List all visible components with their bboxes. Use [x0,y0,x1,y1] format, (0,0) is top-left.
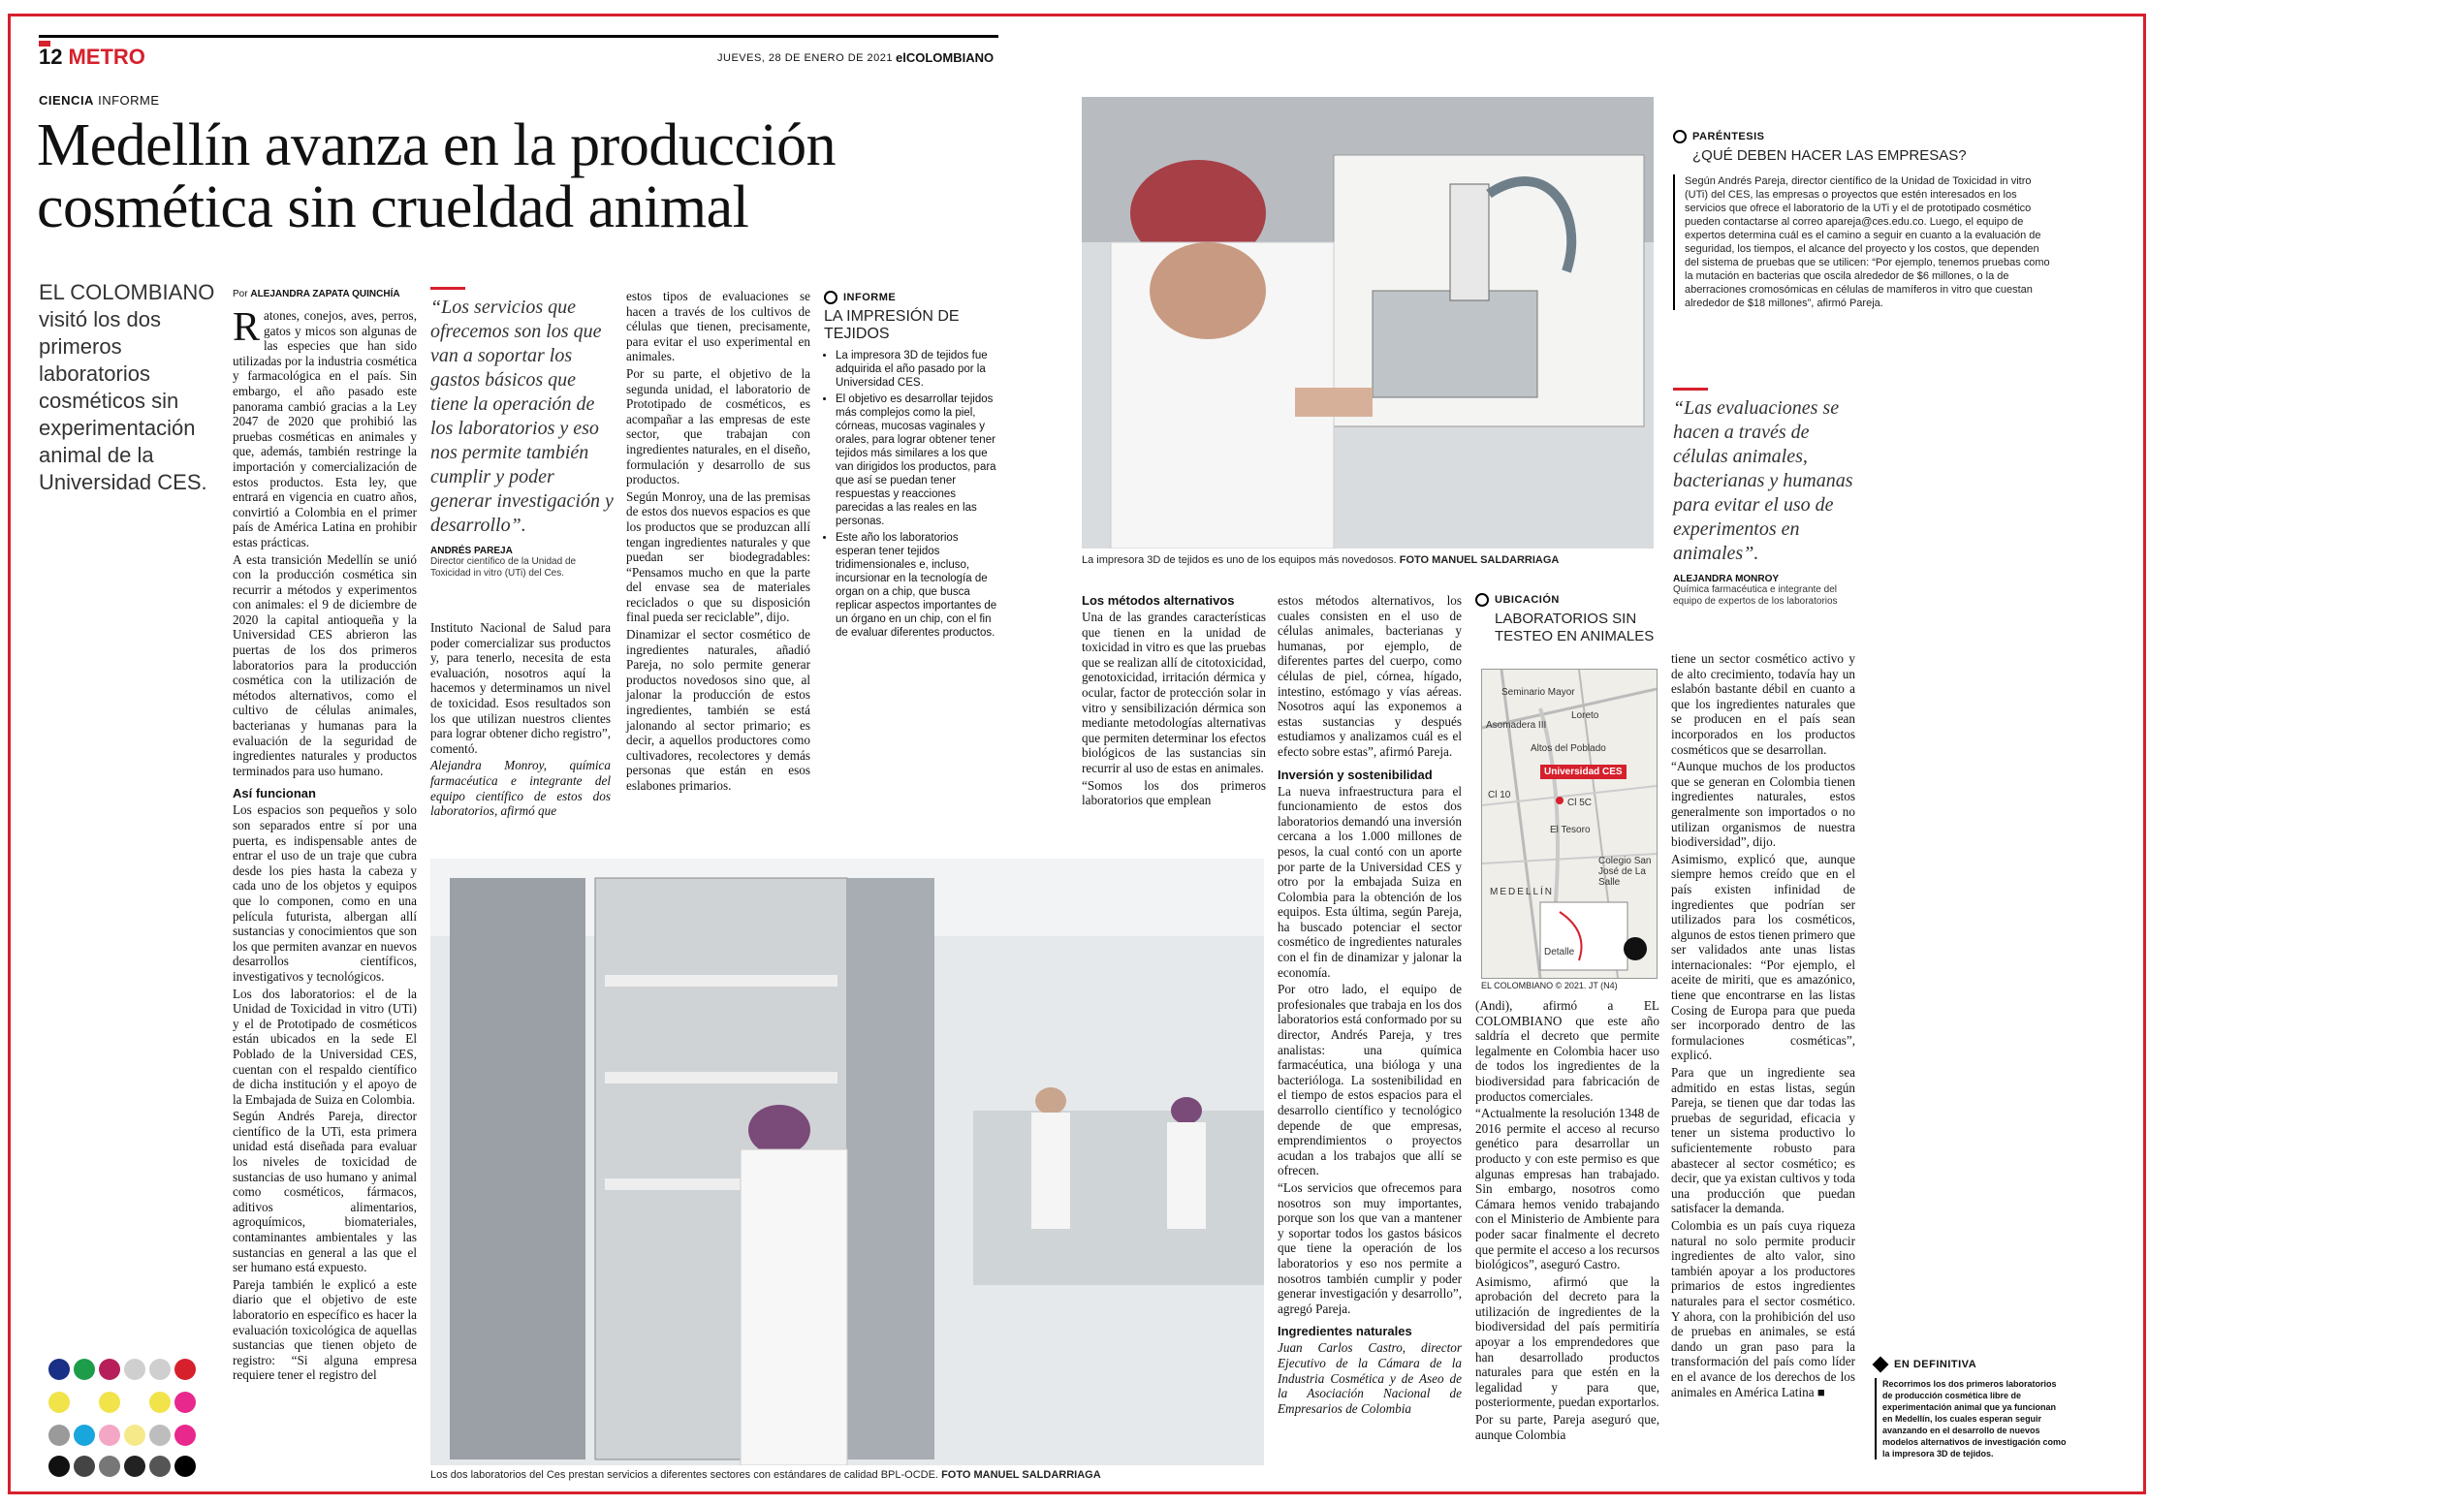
swatch [149,1425,171,1446]
swatch [74,1359,95,1380]
en-definitiva-kicker [1875,1359,2069,1370]
parentesis-kicker [1673,130,2051,143]
column-7 [1475,998,1659,1444]
swatch [99,1425,120,1446]
map-label: Colegio San José de La Salle [1598,856,1652,888]
quote-author: ALEJANDRA MONROY [1673,574,1780,584]
swatch [149,1392,171,1413]
parentesis-box [1673,130,2051,310]
location-icon [1475,593,1489,607]
deck: EL COLOMBIANO visitó los dos primeros laboratorios cosméticos sin experimentación animal de la Universidad CES. [39,280,215,494]
map-credit: EL COLOMBIANO © 2021. JT (N4) [1481,981,1618,990]
informe-kicker [824,291,998,304]
paragraph: Por otro lado, el equipo de profesionales que trabaja en los dos laboratorios está conformado por su director, Andrés Pareja, y tres analistas: una química farmacéutica, una bióloga y una bacterióloga. La sostenibilidad en el tiempo de estos espacios para el desarrollo científico y tecnológico depende de que empresas, emprendimientos o proyectos acudan a los trabajos que allí se ofrecen. [1278,982,1462,1178]
swatch [74,1456,95,1477]
swatch [99,1392,120,1413]
column-2 [430,620,611,821]
swatch [149,1456,171,1477]
parentesis-text: Según Andrés Pareja, director científico de la Unidad de Toxicidad in vitro (UTi) del CES, las empresas o proyectos que estén interesados en los servicios que ofrece el laboratorio de la UTi y el de prototipado cosmético pueden contactarse al correo apareja@ces.edu.co. Luego, el equipo de expertos determina cuál es el camino a seguir en cuanto a la evaluación de seguridad, los tiempos, el alcance del proyecto y los costos, que dependen del sistema de pruebas que se utilicen: “Por ejemplo, tenemos pruebas como la mutación en bacterias que oscila alrededor de $6 millones, o la de aberraciones cromosómicas en células de mamíferos in vitro que cuestan alrededor de $18 millones”, afirmó Pareja. [1673,174,2051,310]
subhead: Ingredientes naturales [1278,1324,1412,1339]
subhead: Inversión y sostenibilidad [1278,767,1433,782]
informe-box [824,291,998,643]
map-label: Asomadera III [1486,720,1547,731]
photo-credit: FOTO MANUEL SALDARRIAGA [1399,554,1560,566]
byline [233,289,400,299]
informe-title: LA IMPRESIÓN DE TEJIDOS [824,308,960,342]
column-3 [626,289,810,796]
subhead: Los métodos alternativos [1082,593,1235,608]
swatch [48,1425,70,1446]
paper-name: elCOLOMBIANO [896,50,995,65]
paragraph: Instituto Nacional de Salud para poder comercializar sus productos y, para tenerlo, necesita de esta evaluación, nosotros aquí la hacemos y determinamos un nivel de toxicidad. Esos resultados son los que utilizan nuestros clientes para lograr obtener dicho registro”, comentó. [430,620,611,756]
paragraph-text: atones, conejos, aves, perros, gatos y micos son algunas de las especies que han sido utilizadas por la industria cosmética y farmacológica en el país. Sin embargo, el año pasado este panorama cambió gracias a la Ley 2047 de 2020 que prohibió las pruebas cosméticas en animales y que, además, también restringe la importación y comercialización de estos productos. Esta ley, que entrará en vigencia en cuatro años, convirtió a Colombia en el primer país de América Latina en prohibir estas prácticas. [233,308,417,549]
paragraph: (Andi), afirmó a EL COLOMBIANO que este año saldría el decreto que permite legalmente en Colombia hacer uso de todos los ingredientes de la biodiversidad para fabricación de productos comerciales. [1475,998,1659,1104]
paragraph: Una de las grandes características que tienen en la unidad de toxicidad in vitro es que las pruebas que se realizan allí de citotoxicidad, genotoxicidad, irritación dérmica y ocular, factor de protección solar in vitro y sensibilización dérmica son mediante metodologías alternativas que permiten determinar los efectos biológicos de las sustancias sin recurrir al uso de estas en animales. [1082,610,1266,775]
paragraph: “Somos los dos primeros laboratorios que emplean [1082,777,1266,808]
info-icon [824,291,837,304]
map-label: Altos del Poblado [1531,743,1606,754]
swatch [174,1359,196,1380]
paragraph: Pareja también le explicó a este diario que el objetivo de este laboratorio en específico es hacer la evaluación toxicológica de aquellas sustancias que tienen objeto de registro: “Si alguna empresa requiere tener el registro del [233,1276,417,1383]
paragraph: La nueva infraestructura para el funcionamiento de estos dos laboratorios demandó una inversión cercana a los 1.000 millones de pesos, la cual contó con un aporte por parte de la Universidad CES y otro por la embajada Suiza en Colombia para la obtención de los equipos. Esta última, según Pareja, ha buscado potenciar el sector cosmético de ingredientes naturales con el fin de dinamizar y jalonar la economía. [1278,783,1462,980]
page-folio [39,45,145,70]
en-definitiva-box [1875,1359,2069,1459]
printer-photo-illustration [1082,97,1654,549]
swatch [74,1425,95,1446]
quote-text: “Los servicios que ofrecemos son los que van a soportar los gastos básicos que tiene la operación de los laboratorios y eso nos permite también cumplir y poder generar investigación y desarrollo”. [430,297,614,536]
paragraph: Asimismo, afirmó que la aprobación del decreto para la utilización de ingredientes de la biodiversidad del país permitiría apoyar a los emprendedores que han desarrollado productos naturales para que estén en la legalidad y para que, posteriormente, puedan exportarlos. [1475,1273,1659,1410]
paragraph: Para que un ingrediente sea admitido en estas listas, según Pareja, se tienen que dar todas las pruebas de seguridad, eficacia y tener un sistema productivo lo suficientemente robusto para abastecer al sector cosmético; es decir, que ya existan cultivos y toda una producción que puedan satisfacer la demanda. [1671,1065,1855,1216]
swatch [124,1425,145,1446]
photo2-caption [430,1469,1264,1481]
paragraph: Por su parte, el objetivo de la segunda unidad, el laboratorio de Prototipado de cosméticos, es acompañar a las empresas de este sector, que trabajan con ingredientes naturales, en el diseño, formulación y desarrollo de sus productos. [626,365,810,487]
paragraph: A esta transición Medellín se unió con la producción cosmética sin recurrir a métodos y experimentos con animales: el 9 de diciembre de 2020 la capital antioqueña y la Universidad CES abrieron las puertas de los dos primeros laboratorios para la producción cosmética con la utilización de métodos alternativos, como el cultivo de células animales, bacterianas y humanas para la evaluación de la seguridad de ingredientes naturales y productos terminados para uso humano. [233,551,417,778]
en-definitiva-text: Recorrimos los dos primeros laboratorios de producción cosmética libre de experimentación animal que ya funcionan en Medellín, los cuales esperan seguir avanzando en el desarrollo de nuevos modelos alternativos de investigación como la impresora 3D de tejidos. [1875,1378,2069,1459]
map-label: Cl 5C [1567,798,1593,808]
caption-text: Los dos laboratorios del Ces prestan servicios a diferentes sectores con estándares de calidad BPL-OCDE. [430,1469,938,1481]
paragraph: Alejandra Monroy, química farmacéutica e integrante del equipo científico de estos dos laboratorios, afirmó que [430,758,611,819]
quote-role: Química farmacéutica e integrante del equipo de expertos de los laboratorios [1673,584,1838,607]
map-label: El Tesoro [1550,825,1591,835]
list-item: • El objetivo es desarrollar tejidos más complejos como la piel, córneas, mucosas vaginales y orales, para lograr obtener tener tejidos más similares a los que van dirigidos los productos, para que así se puedan tener respuestas y reacciones parecidas a las reales en las personas. [836,392,998,528]
paragraph: “Los servicios que ofrecemos para nosotros son muy importantes, porque son los que van a mantener y soportar todos los gastos básicos que tiene la operación de los laboratorios y eso nos permite a nosotros también cumplir y poder generar investigación y desarrollo”, agregó Pareja. [1278,1179,1462,1316]
column-1 [233,305,417,1385]
paragraph: Colombia es un país cuya riqueza natural no solo permite producir ingredientes de alto valor, sino también apoyar a los productores primarios de estos ingredientes naturales para el sector cosmético. Y ahora, con la prohibición del uso de pruebas en animales, se está dando un gran paso para la transformación del país como líder en el avance de los derechos de los animales en América Latina ■ [1671,1217,1855,1399]
paragraph: estos tipos de evaluaciones se hacen a través de los cultivos de células que tienen, precisamente, para evitar el uso experimental en animales. [626,289,810,364]
section-name: METRO [68,45,145,69]
column-5 [1082,593,1266,810]
ubicacion-kicker-text: UBICACIÓN [1495,593,1560,606]
list-item: • Este año los laboratorios esperan tener tejidos tridimensionales e, incluso, incursionar en la tecnología de organ on a chip, que busca replicar aspectos importantes de un órgano en un chip, con el fin de evaluar diferentes productos. [836,531,998,640]
paragraph: Según Andrés Pareja, director científico de la UTi, esta primera unidad está diseñada para evaluar los niveles de toxicidad de sustancias de uso humano y animal como cosméticos, fármacos, aditivos alimentarios, agroquímicos, biomateriales, contaminantes ambientales y las sustancias en general a las que el ser humano está expuesto. [233,1109,417,1275]
map-label: MEDELLÍN [1490,887,1555,897]
ubicacion-title: LABORATORIOS SIN TESTEO EN ANIMALES [1495,611,1655,644]
paragraph: Juan Carlos Castro, director Ejecutivo de la Cámara de la Industria Cosmética y de Aseo de la Asociación Nacional de Empresarios de Colombia [1278,1340,1462,1416]
swatch [48,1456,70,1477]
paragraph: Según Monroy, una de las premisas de estos dos nuevos espacios es que los productos que se produzcan allí tengan ingredientes naturales y que puedan ser biodegradables: “Pensamos mucho en que la parte del envase sea de materiales reciclados o que su disposición final pueda ser reciclable”, dijo. [626,488,810,625]
parentesis-kicker-text: PARÉNTESIS [1692,130,1765,142]
swatch [124,1456,145,1477]
byline-prefix: Por [233,289,248,299]
pull-quote-2 [1673,388,1867,608]
map-streets [1482,670,1657,978]
headline: Medellín avanza en la producción cosmética sin crueldad animal [37,112,837,240]
photo-laboratory [430,859,1264,1465]
byline-name: ALEJANDRA ZAPATA QUINCHÍA [250,289,400,299]
paragraph: Asimismo, explicó que, aunque siempre hemos creído que en el país existen infinidad de ingredientes que podrían ser utilizados para los cosméticos, algunos de estos tienen primero que ser validados ante unas listas internacionales: “Por ejemplo, el aceite de miriti, que es amazónico, tiene que encontrarse en las listas Cosing de Europa para que pueda ser incorporado dentro de las formulaciones cosméticas”, explicó. [1671,851,1855,1063]
lab-photo-illustration [430,859,1264,1465]
column-6 [1278,593,1462,1418]
paragraph: Los espacios son pequeños y solo son separados entre sí por una puerta, es indispensable antes de entrar el uso de un traje que cubra desde los pies hasta la cabeza y cada uno de los objetos y equipos que lo componen, como en una película futurista, albergan allí sustancias y conocimientos que son los que permiten avanzar en nuevos desarrollos científicos, investigativos y tecnológicos. [233,802,417,984]
map-label: Seminario Mayor [1501,687,1575,698]
subhead: Así funcionan [233,786,316,801]
quote-rule [1673,388,1708,391]
quote-text: “Las evaluaciones se hacen a través de células animales, bacterianas y humanas para evitar el uso de experimentos en animales”. [1673,397,1853,564]
quote-rule [430,287,465,290]
pull-quote-1 [430,287,615,580]
paragraph [233,305,417,550]
map-label: Detalle [1544,947,1575,957]
ubicacion-kicker [1475,593,1659,607]
parentesis-title: ¿QUÉ DEBEN HACER LAS EMPRESAS? [1692,147,1967,164]
map-label: Cl 10 [1488,790,1511,800]
paragraph: “Aunque muchos de los productos que se generan en Colombia tienen ingredientes naturales, estos generalmente son importados o no utilizan organismos de nuestra biodiversidad”, dijo. [1671,759,1855,850]
dropcap: R [233,305,261,350]
kicker-light: INFORME [98,93,160,108]
swatch [149,1359,171,1380]
quote-author: ANDRÉS PAREJA [430,546,513,556]
photo1-caption [1082,554,1663,566]
swatch [99,1456,120,1477]
paragraph: tiene un sector cosmético activo y de alto crecimiento, todavía hay un eslabón bastante débil en cuanto a que los ingredientes naturales que se producen en el país sean incorporados en los productos cosméticos que se desarrollan. [1671,651,1855,757]
paragraph: Dinamizar el sector cosmético de ingredientes naturales, añadió Pareja, no solo permite generar productos novedosos sino que, al jalonar la producción de estos ingredientes, también se está jalonando al sector primario; es decir, a aquellos productores como cultivadores, recolectores y demás personas que están en esos eslabones primarios. [626,627,810,793]
swatch [48,1359,70,1380]
diamond-icon [1873,1357,1889,1373]
swatch [99,1359,120,1380]
ubicacion-box [1475,593,1659,645]
paragraph: “Actualmente la resolución 1348 de 2016 permite el acceso al recurso genético para desarrollar un producto y con este permiso es que algunas empresas han trabajado. Sin embargo, nosotros como Cámara hemos venido trabajando con el Ministerio de Ambiente para poder sacar finalmente el decreto que permite el acceso a los recursos biológicos”, aseguró Castro. [1475,1106,1659,1272]
paragraph: estos métodos alternativos, los cuales consisten en el uso de células animales, bacterianas y humanas, por ejemplo, de diferentes partes del cuerpo, como células de piel, córnea, hígado, intestino, estómago y vías aéreas. Nosotros aquí las exponemos a estas sustancias y después estudiamos y analizamos cuál es el efecto sobre estas”, afirmó Pareja. [1278,593,1462,759]
map-label: Loreto [1571,710,1599,721]
map-label-ces: Universidad CES [1540,765,1627,779]
article-kicker [39,93,160,108]
kicker-bold: CIENCIA [39,93,94,108]
informe-list [824,349,998,640]
swatch [48,1392,70,1413]
paragraph: Por su parte, Pareja aseguró que, aunque Colombia [1475,1412,1659,1442]
issue-date: JUEVES, 28 DE ENERO DE 2021 [717,52,894,64]
color-registration-swatches [48,1359,213,1481]
column-8 [1671,651,1855,1401]
swatch [174,1456,196,1477]
en-definitiva-kicker-text: EN DEFINITIVA [1894,1359,1977,1370]
list-item: • La impresora 3D de tejidos fue adquirida el año pasado por la Universidad CES. [836,349,998,390]
page-number: 12 [39,45,63,69]
swatch [124,1359,145,1380]
swatch [174,1392,196,1413]
quote-role: Director científico de la Unidad de Toxicidad in vitro (UTi) del Ces. [430,556,577,579]
header-rule [39,35,998,38]
informe-kicker-text: INFORME [843,291,897,303]
caption-text: La impresora 3D de tejidos es uno de los equipos más novedosos. [1082,554,1397,566]
photo-3d-printer [1082,97,1654,549]
location-map [1481,669,1658,979]
photo-credit: FOTO MANUEL SALDARRIAGA [941,1469,1101,1481]
paragraph: Los dos laboratorios: el de la Unidad de Toxicidad in vitro (UTi) y el de Prototipado de cosméticos están ubicados en la sede El Poblado de la Universidad CES, cuentan con el respaldo científico de dicha institución y el apoyo de la Embajada de Suiza en Colombia. [233,986,417,1107]
swatch [174,1425,196,1446]
pin-icon [1673,130,1687,143]
